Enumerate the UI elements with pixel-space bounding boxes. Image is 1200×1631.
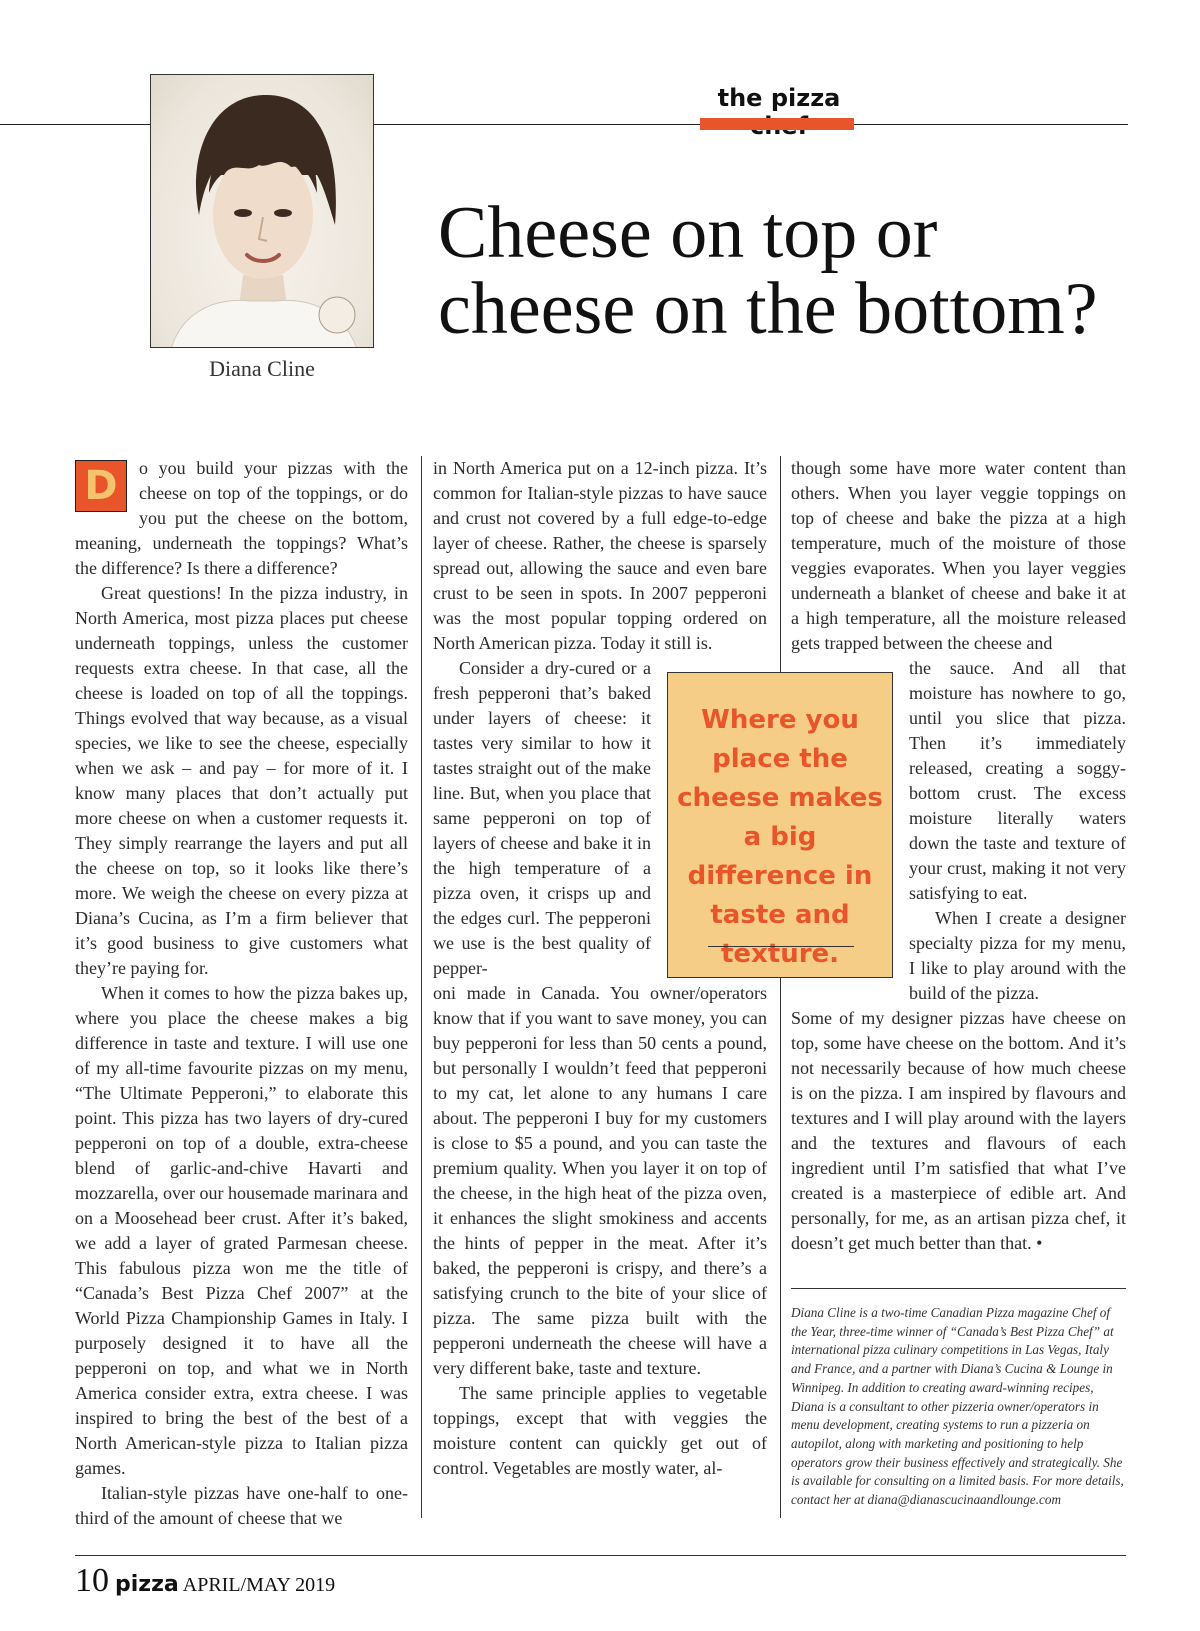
title-line-1: Cheese on top or xyxy=(438,192,938,274)
section-label: the pizza xyxy=(717,84,841,112)
drop-cap: D xyxy=(75,460,127,512)
paragraph: When it comes to how the pizza bakes up, where you place the cheese makes a big difference in taste and texture. I will use one of my all-time favourite pizzas on my menu, “The Ultimate Pepperoni,” to elaborate this point. This pizza has two layers of dry-cured pepperoni on top of a double, extra-cheese blend of garlic-and-chive Havarti and mozzarella, over our housemade marinara and on a Moosehead beer crust. After it’s baked, we add a layer of grated Parmesan cheese. This fabulous pizza won me the title of “Canada’s Best Pizza Chef 2007” at the World Pizza Championship Games in Italy. I purposely designed it to have all the pepperoni on top, and what we in North America consider extra, extra cheese. I was inspired to bring the best of the best of a North American-style pizza to Italian pizza games. xyxy=(75,983,408,1478)
author-photo xyxy=(150,74,374,348)
page-footer xyxy=(75,1562,335,1600)
paragraph-continued: Some of my designer pizzas have cheese on top, some have cheese on the bottom. And it’s not necessarily because of how much cheese is on the pizza. I am inspired by flavours and textures and I will play around with the layers and the textures and flavours of each ingredient until I’m satisfied that what I’ve created is a masterpiece of edible art. And personally, for me, as an artisan pizza chef, it doesn’t get much better than that. • xyxy=(791,1008,1126,1253)
section-accent-bar xyxy=(700,118,854,130)
article-title xyxy=(438,192,1158,350)
pull-quote-rule xyxy=(708,946,854,947)
title-line-2: cheese on the bottom? xyxy=(438,268,1098,350)
magazine-name: pizza xyxy=(115,1572,179,1597)
page-number: 10 xyxy=(75,1562,109,1599)
paragraph: When I create a designer specialty pizza for my menu, I like to play around with the build of the pizza. xyxy=(909,908,1126,1003)
pull-quote: Where you place the cheese makes a big difference in taste and texture. xyxy=(667,672,893,978)
paragraph: Consider a dry-cured or a fresh pepperoni that’s baked under layers of cheese: it tastes very similar to how it tastes straight out of the make line. But, when you place that same pepperoni on top of layers of cheese and bake it in the high temperature of a pizza oven, it crisps up and the edges curl. The pepperoni we use is the best quality of pepper- xyxy=(433,658,651,978)
paragraph: Italian-style pizzas have one-half to one-third of the amount of cheese that we xyxy=(75,1483,408,1528)
footer-rule xyxy=(75,1555,1126,1556)
author-bio: Diana Cline is a two-time Canadian Pizza magazine Chef of the Year, three-time winner of “Canada’s Best Pizza Chef” at international pizza culinary competitions in Las Vegas, Italy and France, and a partner with Diana’s Cucina & Lounge in Winnipeg. In addition to creating award-winning recipes, Diana is a consultant to other pizzeria owner/operators in menu development, creating systems to run a pizzeria on autopilot, along with marketing and positioning to help operators grow their business effectively and strategically. She is available for consulting on a limited basis. For more details, contact her at diana@dianascucinaandlounge.com xyxy=(791,1305,1124,1508)
column-divider xyxy=(780,456,781,1518)
paragraph: D o you build your pizzas with the cheese on top of the toppings, or do you put the cheese on the bottom, meaning, underneath the toppings? What’s the difference? Is there a difference? xyxy=(75,458,408,578)
issue-date: APRIL/MAY 2019 xyxy=(182,1574,336,1596)
column-divider xyxy=(421,456,422,1518)
paragraph-continued: the sauce. And all that moisture has nowhere to go, until you slice that pizza. Then it’s immediately released, creating a soggy-bottom crust. The excess moisture literally waters down the taste and texture of your crust, making it not very satisfying to eat. xyxy=(909,658,1126,903)
paragraph: though some have more water content than others. When you layer veggie toppings on top of cheese and bake the pizza at a high temperature, much of the moisture of those veggies evaporates. When you layer veggies underneath a blanket of cheese and bake it at a high temperature, all the moisture released gets trapped between the cheese and xyxy=(791,458,1126,653)
paragraph: The same principle applies to vegetable toppings, except that with veggies the moisture content can quickly get out of control. Vegetables are mostly water, al- xyxy=(433,1383,767,1478)
article-column-1 xyxy=(75,456,408,1531)
paragraph: Great questions! In the pizza industry, in North America, most pizza places put cheese underneath toppings, unless the customer requests extra cheese. In that case, all the cheese is loaded on top of all the toppings. Things evolved that way because, as a visual species, we like to see the cheese, especially when we ask – and pay – for more of it. I know many places that don’t actually put more cheese on when a customer requests it. They simply rearrange the layers and put all the cheese on top, so it looks like there’s more. We weigh the cheese on every pizza at Diana’s Cucina, as I’m a firm believer that it’s good business to give customers what they’re paying for. xyxy=(75,583,408,978)
author-portrait-icon xyxy=(151,75,374,348)
bio-rule xyxy=(791,1288,1126,1289)
paragraph-continued: oni made in Canada. You owner/operators know that if you want to save money, you can buy pepperoni for less than 50 cents a pound, but personally I wouldn’t feed that pepperoni to my cat, let alone to any humans I care about. The pepperoni I buy for my customers is close to $5 a pound, and you can taste the premium quality. When you layer it on top of the cheese, in the high heat of the pizza oven, it enhances the slight smokiness and accents the hints of pepper in the meat. After it’s baked, the pepperoni is crispy, and there’s a satisfying crunch to the bite of your slice of pizza. The same pizza built with the pepperoni underneath the cheese will have a very different bake, taste and texture. xyxy=(433,983,767,1378)
paragraph: in North America put on a 12-inch pizza. It’s common for Italian-style pizzas to have sauce and crust not covered by a full edge-to-edge layer of cheese. Rather, the cheese is sparsely spread out, allowing the sauce and even bare crust to be seen in spots. In 2007 pepperoni was the most popular topping ordered on North American pizza. Today it still is. xyxy=(433,458,767,653)
author-name: Diana Cline xyxy=(209,356,315,381)
